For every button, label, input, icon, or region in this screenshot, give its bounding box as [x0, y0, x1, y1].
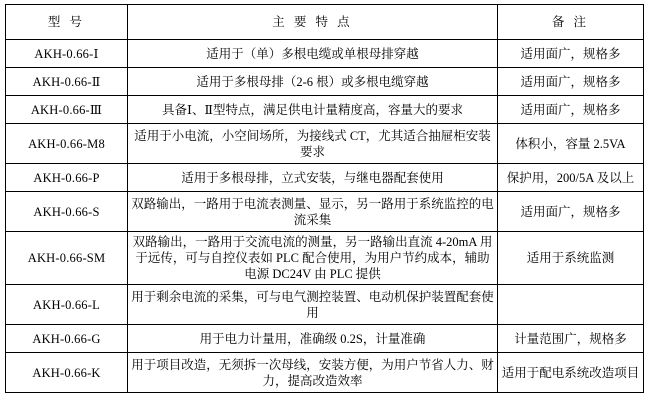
cell-feature: 用于剩余电流的采集，可与电气测控装置、电动机保护装置配套使用	[128, 285, 498, 325]
table-row	[6, 164, 644, 192]
table-row	[6, 96, 644, 124]
table-row	[6, 40, 644, 68]
table-row	[6, 232, 644, 285]
cell-model: AKH-0.66-Ⅰ	[6, 40, 128, 68]
table-header-row	[6, 5, 644, 40]
table-row	[6, 325, 644, 353]
cell-note: 适用面广，规格多	[498, 40, 644, 68]
cell-model: AKH-0.66-Ⅱ	[6, 68, 128, 96]
cell-note: 适用面广，规格多	[498, 192, 644, 232]
table-row	[6, 192, 644, 232]
column-header-notes: 备 注	[498, 5, 644, 40]
cell-model: AKH-0.66-K	[6, 353, 128, 393]
cell-model: AKH-0.66-P	[6, 164, 128, 192]
cell-note: 适用面广，规格多	[498, 68, 644, 96]
cell-feature: 双路输出，一路用于交流电流的测量，另一路输出直流 4-20mA 用于远传，可与自控仪表如 PLC 配合使用，为用户节约成本，辅助电源 DC24V 由 PLC 提供	[128, 232, 498, 285]
cell-model: AKH-0.66-L	[6, 285, 128, 325]
cell-feature: 适用于（单）多根电缆或单根母排穿越	[128, 40, 498, 68]
column-header-features: 主 要 特 点	[128, 5, 498, 40]
cell-model: AKH-0.66-SM	[6, 232, 128, 285]
cell-feature: 用于电力计量用，准确级 0.2S，计量准确	[128, 325, 498, 353]
cell-feature: 具备Ⅰ、Ⅱ型特点，满足供电计量精度高，容量大的要求	[128, 96, 498, 124]
cell-feature: 适用于小电流，小空间场所，为接线式 CT，尤其适合抽屉柜安装要求	[128, 124, 498, 164]
cell-note: 体积小，容量 2.5VA	[498, 124, 644, 164]
cell-note: 计量范围广，规格多	[498, 325, 644, 353]
cell-feature: 双路输出，一路用于电流表测量、显示，另一路用于系统监控的电流采集	[128, 192, 498, 232]
table-body	[6, 40, 644, 393]
cell-feature: 用于项目改造，无须拆一次母线，安装方便，为用户节省人力、财力，提高改造效率	[128, 353, 498, 393]
cell-note: 保护用，200/5A 及以上	[498, 164, 644, 192]
cell-model: AKH-0.66-G	[6, 325, 128, 353]
table-row	[6, 285, 644, 325]
table-row	[6, 124, 644, 164]
cell-note: 适用于配电系统改造项目	[498, 353, 644, 393]
cell-model: AKH-0.66-S	[6, 192, 128, 232]
table-row	[6, 353, 644, 393]
cell-note: 适用面广，规格多	[498, 96, 644, 124]
cell-note	[498, 285, 644, 325]
cell-note: 适用于系统监测	[498, 232, 644, 285]
cell-model: AKH-0.66-Ⅲ	[6, 96, 128, 124]
column-header-model: 型 号	[6, 5, 128, 40]
product-spec-table	[5, 4, 644, 393]
table-row	[6, 68, 644, 96]
table-header	[6, 5, 644, 40]
cell-feature: 适用于多根母排（2-6 根）或多根电缆穿越	[128, 68, 498, 96]
cell-feature: 适用于多根母排，立式安装，与继电器配套使用	[128, 164, 498, 192]
cell-model: AKH-0.66-M8	[6, 124, 128, 164]
